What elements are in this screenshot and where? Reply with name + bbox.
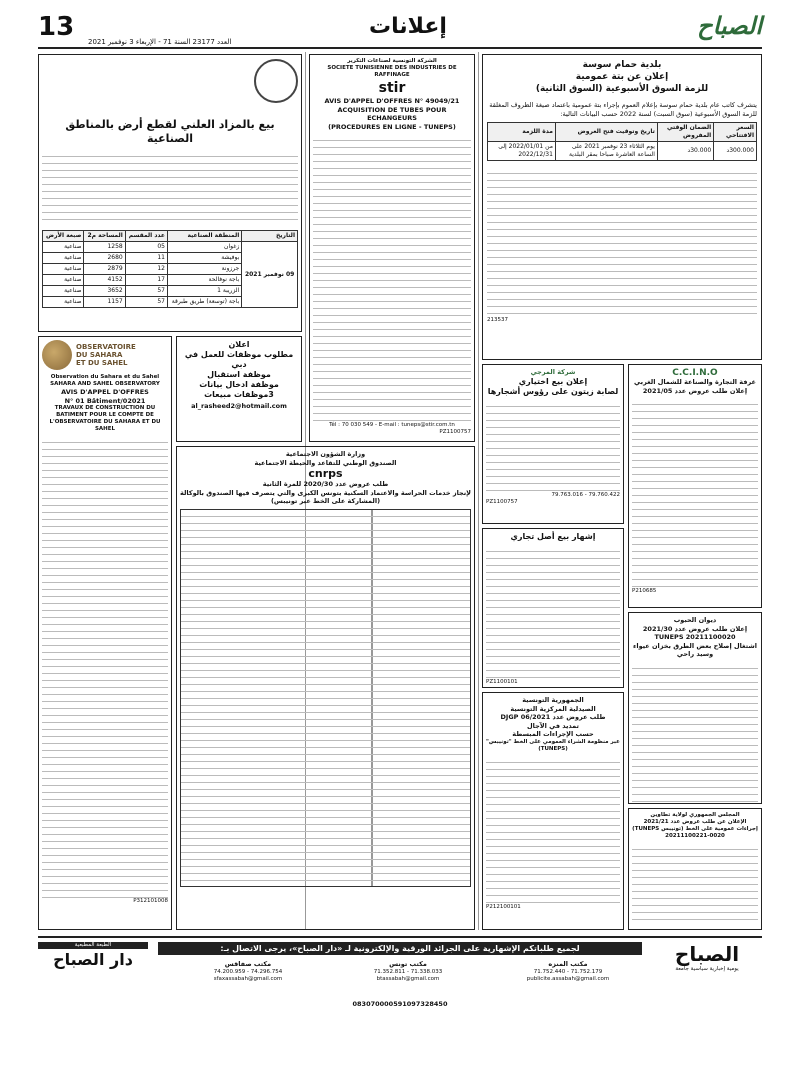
table-cell: باجة (توسعة) طريق طبرقة: [167, 297, 241, 308]
stir-header-fr: SOCIETE TUNISIENNE DES INDUSTRIES DE RAFFINAGE: [327, 65, 457, 78]
table-header: التاريخ: [242, 231, 298, 242]
pharmacy-title-1: طلب عروض عدد 06/2021 DJGP: [500, 713, 606, 721]
oss-logo: [42, 340, 168, 370]
stir-ref: PZ1100757: [439, 429, 471, 435]
oss-title-3: AVIS D'APPEL D'OFFRES: [61, 388, 149, 396]
stir-logo: stir: [378, 80, 406, 96]
cereals-office-ad: [628, 612, 762, 804]
commercial-sale-body: [486, 545, 620, 679]
oss-body-text: [42, 436, 168, 898]
footer-logo2-sub: الطبعة المطبعية: [38, 942, 148, 949]
office-title: مكتب تونس: [389, 960, 427, 968]
jobs-email[interactable]: al_rasheed2@hotmail.com: [191, 402, 287, 410]
oss-name-3: ET DU SAHEL: [76, 359, 128, 367]
table-header: مدة اللزمة: [488, 123, 556, 142]
hammam-intro: يتشرف كاتب عام بلدية حمام سوسة بإعلام العموم بإجراء بتة عمومية باعتماد صيغة الظروف المغلقة للزمة السوق الأسبوعية (سوق السبت) لسنة 2022 حسب البيانات التالية:: [489, 101, 757, 118]
table-cell: 1157: [84, 297, 125, 308]
ccino-title-2: إعلان طلب عروض عدد 2021/05: [642, 386, 748, 395]
page-number: 13: [38, 12, 75, 42]
oss-title-2: SAHARA AND SAHEL OBSERVATORY: [50, 381, 160, 387]
table-cell: جرزونة: [167, 264, 241, 275]
footer-office-tunis: [338, 960, 478, 983]
cereals-title-4: اشتغال إصلاح بعض الطرق بخزان عيواء وسيد راحي: [633, 641, 757, 658]
jobs-ad: [176, 336, 302, 442]
office-email[interactable]: btassabah@gmail.com: [376, 975, 440, 982]
footer-banner: لجميع طلباتكم الإشهارية على الجرائد الورقية والإلكترونية لـ «دار الصباح»، يرجى الاتصال بـ:: [158, 942, 642, 955]
table-cell: 4152: [84, 275, 125, 286]
auction-logo: [254, 59, 298, 103]
footer-office-sfax: [178, 960, 318, 983]
office-phone: 71.752.179 - 71.752.440: [533, 968, 603, 975]
ccino-ad: [628, 364, 762, 608]
olive-sale-ad: [482, 364, 624, 524]
hammam-body-text: [487, 167, 757, 317]
table-cell: يوم الثلاثاء 23 نوفمبر 2021 على الساعة العاشرة صباحا بمقر البلدية: [555, 142, 657, 161]
table-cell: صناعية: [43, 275, 84, 286]
commercial-sale-ad: [482, 528, 624, 688]
pharmacy-org: الجمهورية التونسية: [522, 696, 584, 704]
oss-ref: P312101008: [133, 898, 168, 904]
footer: [38, 936, 762, 1056]
auction-table: [42, 230, 298, 308]
olive-title-1: إعلان بيع اختياري: [518, 376, 588, 386]
section-title: إعلانات: [369, 14, 447, 39]
table-cell: 57: [125, 297, 167, 308]
cnrps-logo: cnrps: [308, 467, 343, 480]
olive-org: شركة المرجي: [530, 368, 576, 376]
pharmacy-title-4: عبر منظومة الشراء العمومي على الخط "تونيبس" (TUNEPS): [486, 738, 620, 752]
table-cell: صناعية: [43, 286, 84, 297]
hammam-title-3: للزمة السوق الأسبوعية (السوق الثانية): [535, 84, 709, 94]
table-cell: باجة نوفالحة: [167, 275, 241, 286]
footer-logo2-text: دار الصباح: [53, 950, 133, 969]
header-rule: [38, 47, 762, 49]
cereals-title-1: ديوان الحبوب: [673, 616, 717, 624]
office-email[interactable]: sfaxassabah@gmail.com: [213, 975, 283, 982]
stir-ad: [309, 54, 475, 442]
footer-logo-text: الصباح: [674, 942, 740, 966]
ccino-ref: P210685: [632, 588, 657, 594]
cnrps-body-table: [180, 509, 471, 887]
table-cell: من 2022/01/01 إلى 2022/12/31: [488, 142, 556, 161]
auction-ad: [38, 54, 302, 332]
tataouine-title-1: المجلس الجمهوري لولاية تطاوين: [650, 812, 740, 818]
ccino-title-1: غرفة التجارة والصناعة للشمال الغربي: [634, 378, 756, 386]
table-header: عدد المقسم: [125, 231, 167, 242]
stir-contact: Tél : 70 030 549 - E-mail : tuneps@stir.com.tn: [329, 422, 455, 428]
cnrps-title-2: لإنجاز خدمات الحراسة والاعتماد السكنية بتونس الكبرى والتي يتصرف فيها الصندوق بالوكالة: [180, 488, 471, 497]
cnrps-ad: [176, 446, 475, 930]
oss-name-2: DU SAHARA: [76, 351, 123, 359]
table-cell: 2879: [84, 264, 125, 275]
table-cell: 1258: [84, 242, 125, 253]
jobs-line-1: اعلان: [228, 340, 250, 349]
oss-title-4: N° 01 Bâtiment/02021: [64, 396, 146, 405]
footer-logo-assabah: [652, 942, 762, 973]
hammam-title-2: إعلان عن بتة عمومية: [575, 72, 669, 82]
auction-body-text: [42, 150, 298, 226]
table-cell: 11: [125, 253, 167, 264]
issue-line: العدد 23177 السنة 71 - الإربعاء 3 نوفمبر 2021: [88, 38, 232, 46]
table-cell: 30.000د: [657, 142, 713, 161]
table-cell: 05: [125, 242, 167, 253]
table-cell: صناعية: [43, 242, 84, 253]
table-header: صبغة الأرض: [43, 231, 84, 242]
office-phone: 71.338.033 - 71.352.811: [373, 968, 443, 975]
table-cell: 2680: [84, 253, 125, 264]
table-cell: 57: [125, 286, 167, 297]
table-header: المنطقة الصناعية: [167, 231, 241, 242]
table-header: السعر الافتتاحي: [714, 123, 757, 142]
pharmacy-ref: P212100101: [486, 903, 521, 910]
office-title: مكتب المنزه: [548, 960, 588, 968]
stir-header-ar: الشركة التونسية لصناعات التكرير: [347, 58, 437, 64]
hammam-title-1: بلدية حمام سوسة: [582, 60, 662, 70]
table-cell: صناعية: [43, 297, 84, 308]
pharmacy-title-3: حسب الإجراءات المبسطة: [512, 730, 594, 738]
table-cell: 300.000د: [714, 142, 757, 161]
hammam-ref: 213537: [487, 317, 508, 323]
cereals-title-2: إعلان طلب عروض عدد 2021/30: [642, 624, 748, 633]
auction-title: بيع بالمزاد العلني لقطع أرض بالمناطق الصناعية: [65, 118, 275, 145]
jobs-line-4: موظفة ادخال بيانات: [199, 380, 279, 389]
oss-title-1: Observation du Sahara et du Sahel: [50, 374, 160, 380]
pharmacy-body-text: [486, 756, 620, 904]
hammam-sousse-ad: [482, 54, 762, 360]
tataouine-body-text: [632, 843, 758, 925]
header-logo: الصباح: [697, 12, 762, 40]
table-header: الضمان الوقتي المفروض: [657, 123, 713, 142]
olive-phone: 79.760.422 - 79.763.016: [551, 491, 620, 498]
tataouine-title-4: 20211100221-0020: [665, 833, 725, 839]
tataouine-title-2: الإعلان عن طلب عروض عدد 2021/21: [643, 819, 747, 825]
jobs-line-3: موظفة استقبال: [207, 370, 271, 379]
commercial-sale-title: إشهار بيع أصل تجاري: [510, 532, 596, 541]
pharmacy-org-2: الصيدلية المركزية التونسية: [510, 704, 596, 713]
oss-name-1: OBSERVATOIRE: [76, 343, 136, 351]
olive-title-2: لصابة زيتون على رؤوس أشجارها: [487, 386, 619, 396]
hammam-table: [487, 122, 757, 161]
table-cell: بوفيشة: [167, 253, 241, 264]
table-row: [43, 242, 298, 253]
oss-title-5: TRAVAUX DE CONSTRUCTION DU BATIMENT POUR LE COMPTE DE L'OBSERVATOIRE DU SAHARA ET DU SAHEL: [49, 405, 161, 432]
tataouine-title-3: إجراءات عمومية على الخط (تونيبس TUNEPS): [632, 826, 758, 832]
globe-icon: [42, 340, 72, 370]
stir-title-2: ACQUISITION DE TUBES POUR ECHANGEURS: [337, 105, 447, 122]
table-cell: الزريبة 1: [167, 286, 241, 297]
jobs-line-5: 3موظفات مبيعات: [204, 390, 274, 399]
cnrps-title-3: (المشاركة على الخط عبر تونيبس): [270, 497, 381, 505]
jobs-line-2: مطلوب موظفات للعمل في دبي: [184, 350, 294, 369]
cnrps-fund: الصندوق الوطني للتقاعد والحيطة الاجتماعية: [254, 458, 397, 467]
table-cell: 3652: [84, 286, 125, 297]
cnrps-title-1: طلب عروض عدد 2020/30 للمرة الثانية: [262, 480, 389, 488]
office-email[interactable]: publicite.assabah@gmail.com: [526, 975, 610, 982]
table-cell: زغوان: [167, 242, 241, 253]
footer-logo-dar: [38, 942, 148, 971]
stir-title-3: (PROCEDURES EN LIGNE - TUNEPS): [328, 122, 456, 131]
cnrps-ministry: وزارة الشؤون الاجتماعية: [285, 450, 366, 458]
ccino-body-text: [632, 398, 758, 588]
pharmacy-ad: [482, 692, 624, 930]
office-phone: 74.296.754 - 74.200.959: [213, 968, 283, 975]
footer-logo-sub: يومية إخبارية سياسية جامعة: [675, 966, 739, 972]
stir-title-1: AVIS D'APPEL D'OFFRES N° 49049/21: [324, 97, 460, 105]
office-title: مكتب صفاقس: [224, 960, 272, 968]
commercial-sale-ref: PZ1100101: [486, 679, 518, 685]
footer-account: 083070000591097328450: [352, 1000, 448, 1008]
column-separator: [478, 52, 479, 930]
tataouine-ad: [628, 808, 762, 930]
stir-body-text: [313, 134, 471, 422]
oss-ad: [38, 336, 172, 930]
table-cell: صناعية: [43, 253, 84, 264]
olive-ref: PZ1100757: [486, 498, 518, 505]
table-cell-date: 09 نوفمبر 2021: [242, 242, 298, 308]
footer-office-menzah: [498, 960, 638, 983]
table-header: تاريخ وتوقيت فتح العروض: [555, 123, 657, 142]
cereals-body-text: [632, 662, 758, 802]
table-cell: صناعية: [43, 264, 84, 275]
table-header: المساحة م2: [84, 231, 125, 242]
ccino-logo: C.C.I.N.O: [672, 368, 718, 378]
page-header: [38, 12, 762, 46]
pharmacy-title-2: تمديد في الآجال: [527, 721, 579, 730]
olive-body-text: [486, 400, 620, 492]
cereals-title-3: TUNEPS 20211100020: [654, 633, 736, 641]
table-cell: 17: [125, 275, 167, 286]
table-cell: 12: [125, 264, 167, 275]
